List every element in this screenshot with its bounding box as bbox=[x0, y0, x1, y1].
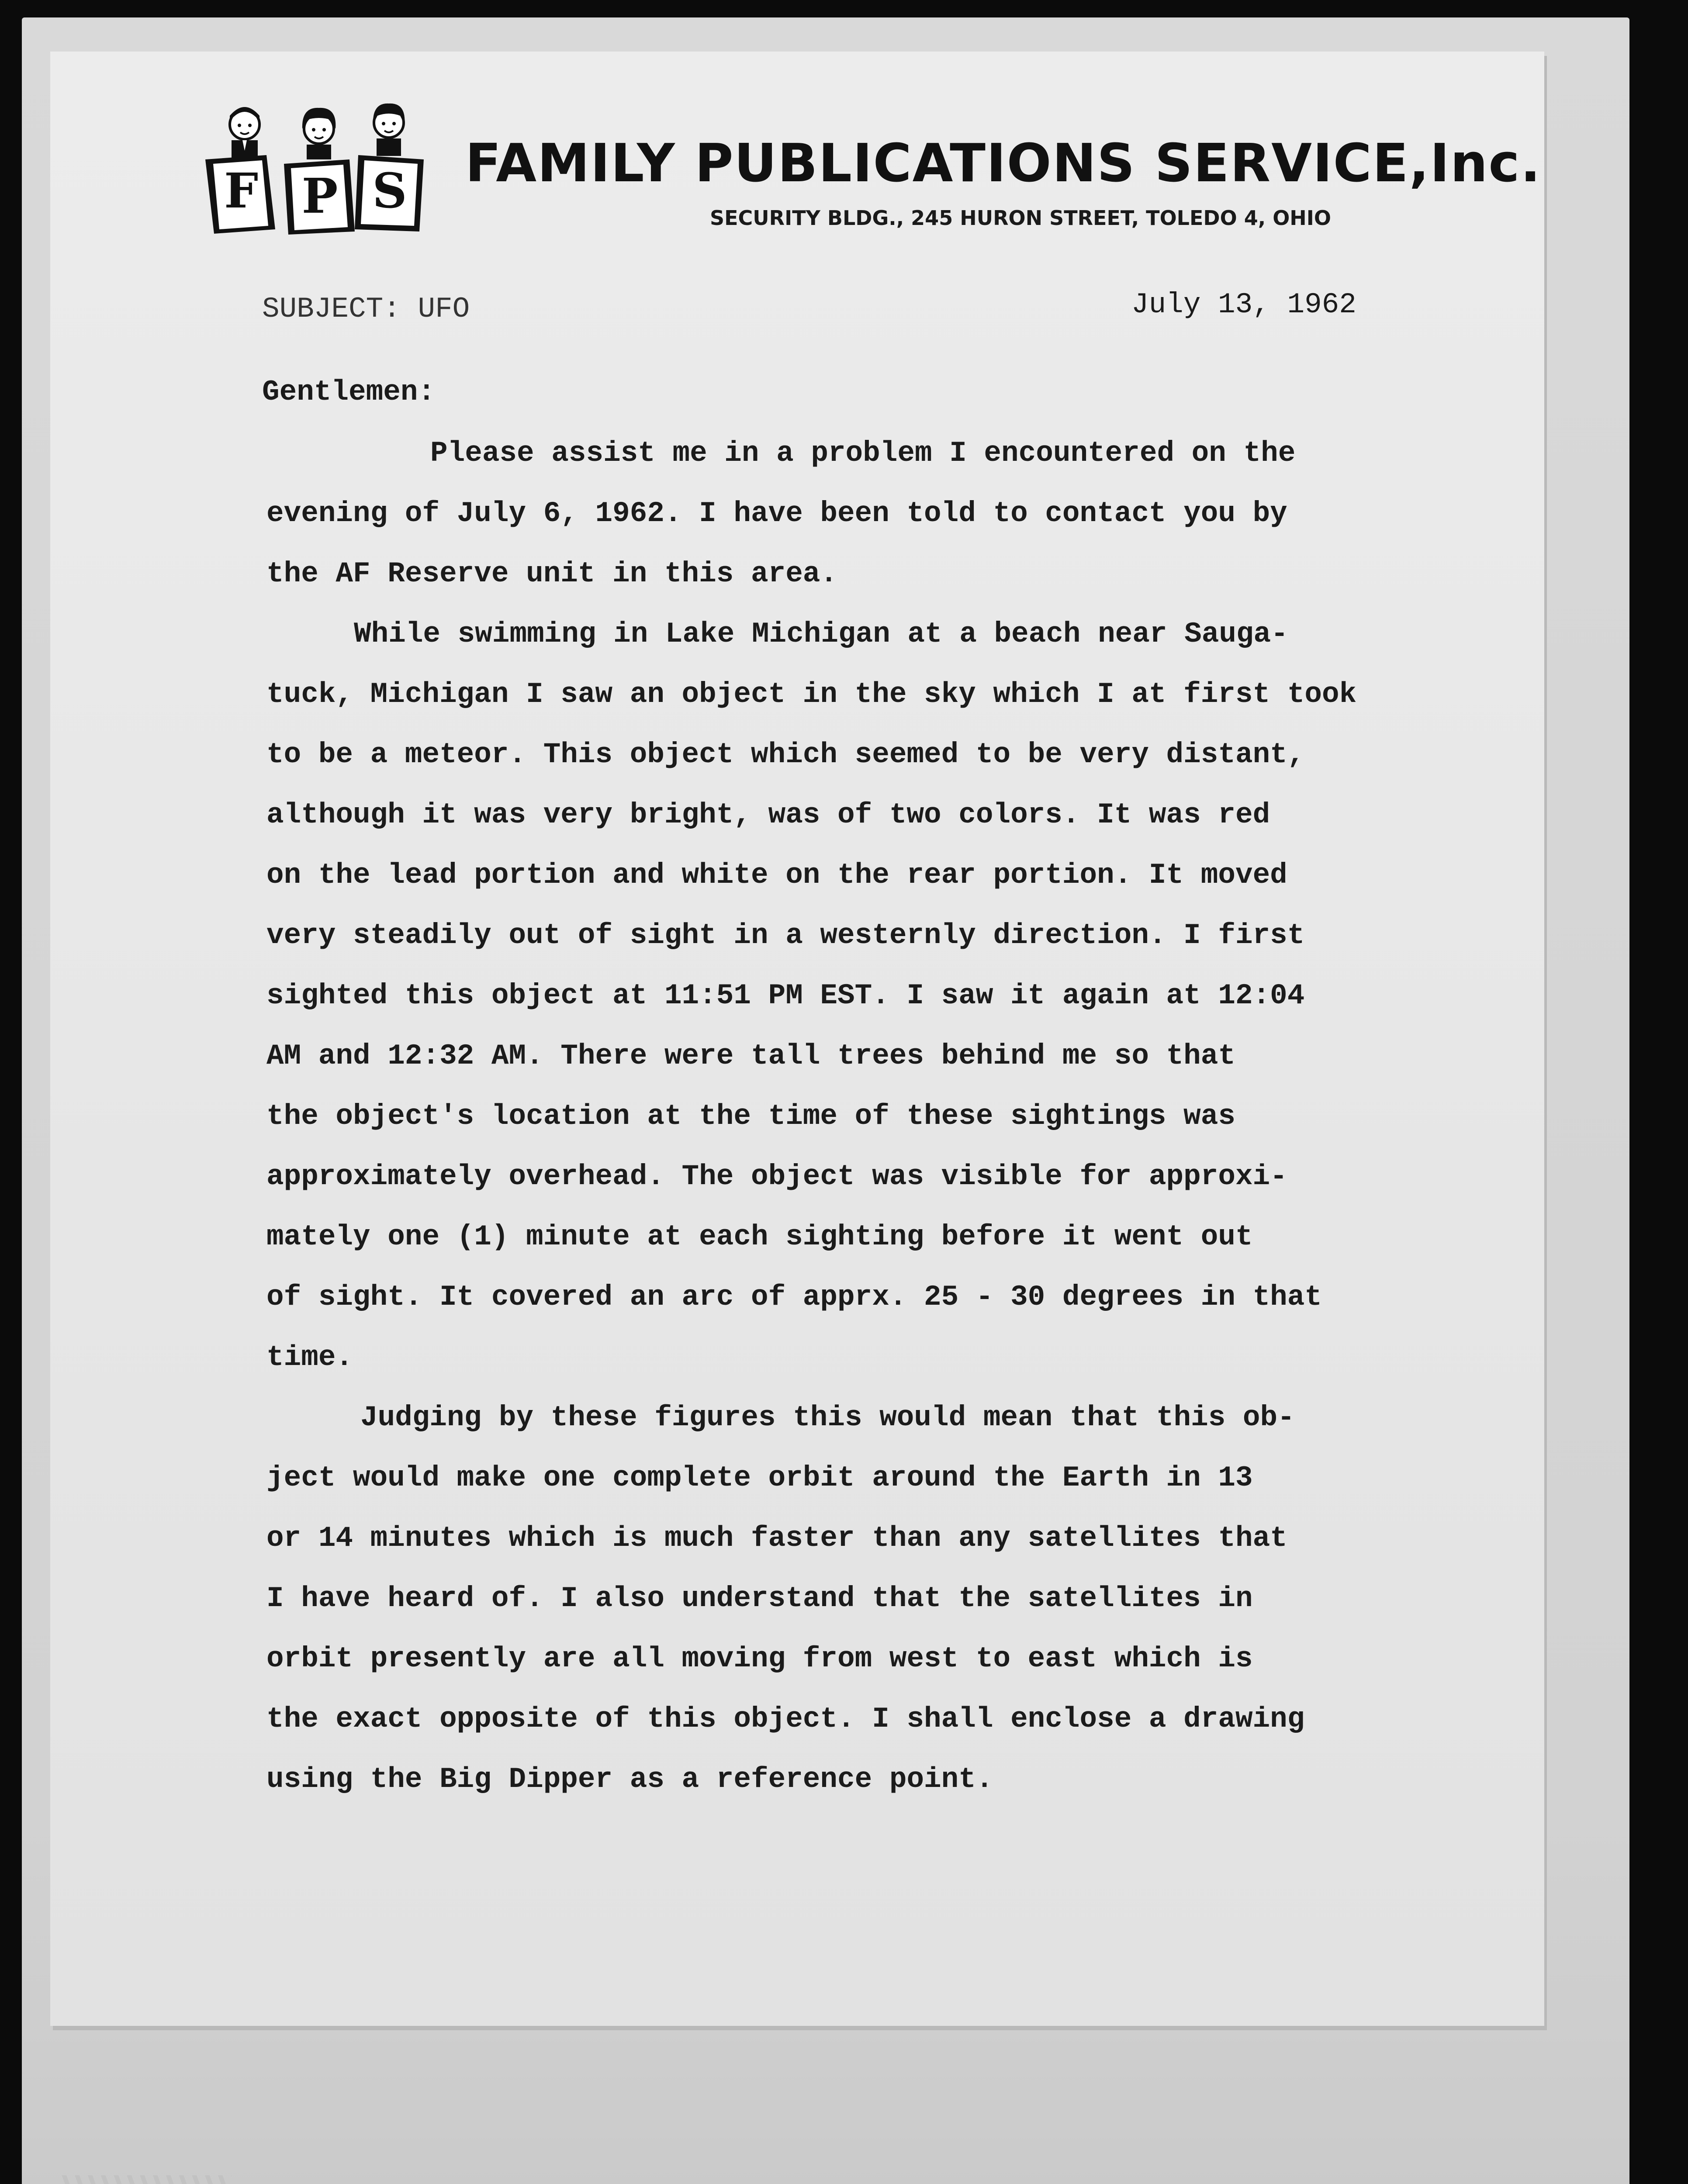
logo-figure-left bbox=[230, 107, 259, 158]
logo-letter-s: S bbox=[372, 162, 407, 219]
logo-block-p bbox=[284, 159, 355, 235]
body-line: the exact opposite of this object. I shall enclose a drawing bbox=[266, 1703, 1305, 1735]
body-line: on the lead portion and white on the rear portion. It moved bbox=[266, 859, 1287, 892]
body-line: mately one (1) minute at each sighting before it went out bbox=[266, 1220, 1253, 1253]
letter-date: July 13, 1962 bbox=[1131, 288, 1356, 321]
logo-letter-f: F bbox=[224, 162, 259, 219]
body-line: using the Big Dipper as a reference point. bbox=[266, 1763, 993, 1796]
body-line: of sight. It covered an arc of apprx. 25 - 30 degrees in that bbox=[266, 1281, 1322, 1313]
logo-letter-p: P bbox=[301, 168, 338, 224]
body-line: the AF Reserve unit in this area. bbox=[266, 557, 838, 590]
body-line: I have heard of. I also understand that the satellites in bbox=[266, 1582, 1253, 1615]
logo-block-f bbox=[205, 155, 275, 234]
company-name: FAMILY PUBLICATIONS SERVICE,Inc. bbox=[465, 133, 1542, 194]
body-line: time. bbox=[266, 1341, 353, 1374]
subject-line: SUBJECT: UFO bbox=[262, 293, 470, 325]
body-line: AM and 12:32 AM. There were tall trees behind me so that bbox=[266, 1040, 1235, 1072]
body-line: Judging by these figures this would mean that this ob- bbox=[360, 1401, 1295, 1434]
salutation: Gentlemen: bbox=[262, 376, 436, 408]
body-line: ject would make one complete orbit around the Earth in 13 bbox=[266, 1462, 1253, 1494]
body-line: While swimming in Lake Michigan at a beach near Sauga- bbox=[354, 618, 1288, 650]
body-line: evening of July 6, 1962. I have been told to contact you by bbox=[266, 497, 1287, 530]
body-line: Please assist me in a problem I encountered on the bbox=[430, 437, 1296, 470]
logo-figure-right bbox=[373, 104, 405, 156]
body-line: orbit presently are all moving from west to east which is bbox=[266, 1642, 1253, 1675]
scan-smudge bbox=[57, 2175, 232, 2184]
body-line: the object's location at the time of these sightings was bbox=[266, 1100, 1235, 1133]
body-line: sighted this object at 11:51 PM EST. I saw it again at 12:04 bbox=[266, 979, 1305, 1012]
body-line: although it was very bright, was of two colors. It was red bbox=[266, 798, 1270, 831]
body-line: tuck, Michigan I saw an object in the sky which I at first took bbox=[266, 678, 1357, 711]
fps-logo bbox=[201, 98, 428, 238]
body-line: or 14 minutes which is much faster than any satellites that bbox=[266, 1522, 1287, 1555]
body-line: very steadily out of sight in a westernly direction. I first bbox=[266, 919, 1305, 952]
logo-figure-middle bbox=[302, 108, 336, 159]
body-line: approximately overhead. The object was visible for approxi- bbox=[266, 1160, 1287, 1193]
company-address: SECURITY BLDG., 245 HURON STREET, TOLEDO 4, OHIO bbox=[710, 206, 1332, 230]
logo-block-s bbox=[355, 155, 424, 232]
body-line: to be a meteor. This object which seemed to be very distant, bbox=[266, 738, 1305, 771]
